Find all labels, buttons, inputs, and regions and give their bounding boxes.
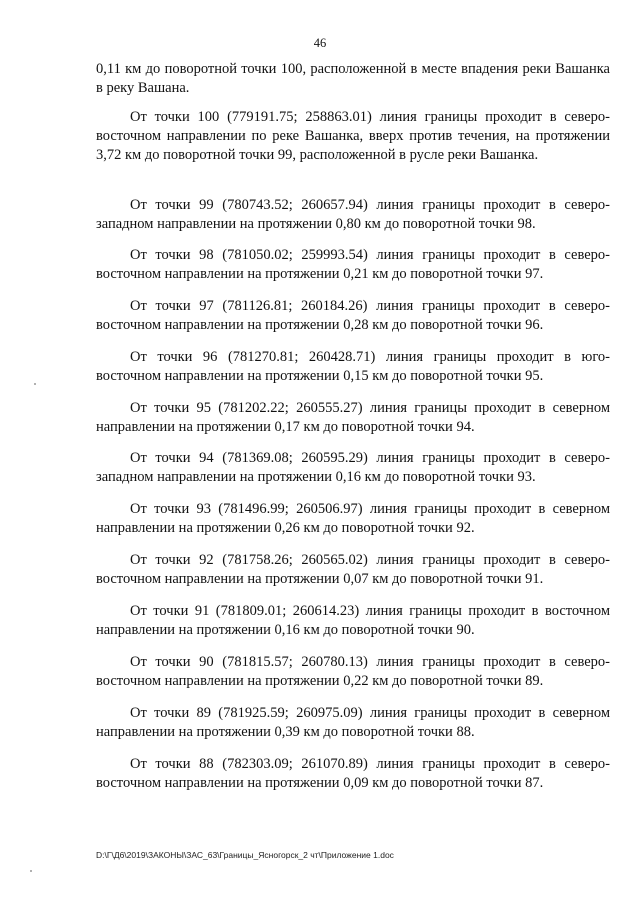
paragraph-point-91: От точки 91 (781809.01; 260614.23) линия границы проходит в восточном направлении на протяжении 0,16 км до поворотной точки 90. bbox=[96, 603, 610, 638]
paragraph-point-99: От точки 99 (780743.52; 260657.94) линия границы проходит в северо-западном направлении на протяжении 0,80 км до поворотной точки 98. bbox=[96, 197, 610, 232]
paragraph-continuation: 0,11 км до поворотной точки 100, расположенной в месте впадения реки Вашанка в реку Вашана. bbox=[96, 61, 610, 96]
scan-artifact bbox=[30, 870, 32, 872]
paragraph-point-98: От точки 98 (781050.02; 259993.54) линия границы проходит в северо-восточном направлении на протяжении 0,21 км до поворотной точки 97. bbox=[96, 247, 610, 282]
scan-artifact bbox=[34, 383, 36, 385]
footer-file-path: D:\Г\Д6\2019\ЗАКОНЫ\ЗАС_63\Границы_Ясногорск_2 чт\Приложение 1.doc bbox=[96, 850, 394, 860]
paragraph-point-100: От точки 100 (779191.75; 258863.01) линия границы проходит в северо-восточном направлении по реке Вашанка, вверх против течения, на протяжении 3,72 км до поворотной точки 99, расположенной в русле реки Вашанка. bbox=[96, 109, 610, 163]
page-number: 46 bbox=[313, 36, 327, 50]
paragraph-point-96: От точки 96 (781270.81; 260428.71) линия границы проходит в юго-восточном направлении на протяжении 0,15 км до поворотной точки 95. bbox=[96, 349, 610, 384]
paragraph-point-88: От точки 88 (782303.09; 261070.89) линия границы проходит в северо-восточном направлении на протяжении 0,09 км до поворотной точки 87. bbox=[96, 756, 610, 791]
paragraph-point-97: От точки 97 (781126.81; 260184.26) линия границы проходит в северо-восточном направлении на протяжении 0,28 км до поворотной точки 96. bbox=[96, 298, 610, 333]
paragraph-point-89: От точки 89 (781925.59; 260975.09) линия границы проходит в северном направлении на протяжении 0,39 км до поворотной точки 88. bbox=[96, 705, 610, 740]
paragraph-point-92: От точки 92 (781758.26; 260565.02) линия границы проходит в северо-восточном направлении на протяжении 0,07 км до поворотной точки 91. bbox=[96, 552, 610, 587]
paragraph-point-95: От точки 95 (781202.22; 260555.27) линия границы проходит в северном направлении на протяжении 0,17 км до поворотной точки 94. bbox=[96, 400, 610, 435]
paragraph-point-94: От точки 94 (781369.08; 260595.29) линия границы проходит в северо-западном направлении на протяжении 0,16 км до поворотной точки 93. bbox=[96, 450, 610, 485]
paragraph-point-90: От точки 90 (781815.57; 260780.13) линия границы проходит в северо-восточном направлении на протяжении 0,22 км до поворотной точки 89. bbox=[96, 654, 610, 689]
paragraph-point-93: От точки 93 (781496.99; 260506.97) линия границы проходит в северном направлении на протяжении 0,26 км до поворотной точки 92. bbox=[96, 501, 610, 536]
